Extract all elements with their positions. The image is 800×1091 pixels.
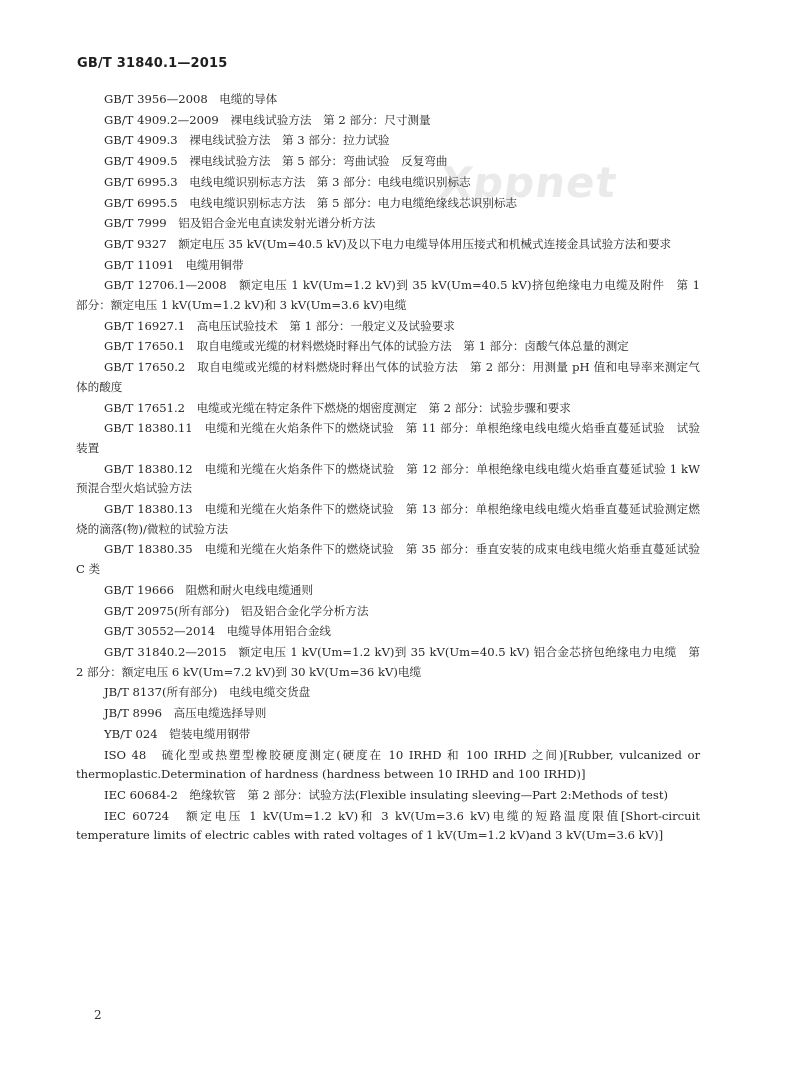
reference-entry: YB/T 024 铠装电缆用钢带 bbox=[104, 726, 251, 741]
reference-entry: GB/T 18380.35 电缆和光缆在火焰条件下的燃烧试验 第 35 部分：垂直安装的成束电线电缆火焰垂直蔓延试验 C 类 bbox=[76, 542, 700, 577]
watermark: Xppnet bbox=[436, 158, 621, 207]
reference-entry: IEC 60684-2 绝缘软管 第 2 部分：试验方法(Flexible insulating sleeving—Part 2:Methods of test) bbox=[104, 787, 669, 802]
reference-entry: GB/T 4909.3 裸电线试验方法 第 3 部分：拉力试验 bbox=[104, 133, 390, 148]
reference-entry: GB/T 7999 铝及铝合金光电直读发射光谱分析方法 bbox=[104, 216, 376, 231]
standard-id-header: GB/T 31840.1—2015 bbox=[77, 56, 228, 71]
reference-entry: GB/T 6995.5 电线电缆识别标志方法 第 5 部分：电力电缆绝缘线芯识别标志 bbox=[104, 195, 518, 210]
normative-references-list bbox=[76, 90, 700, 846]
reference-entry: GB/T 20975(所有部分) 铝及铝合金化学分析方法 bbox=[104, 603, 369, 618]
reference-entry: GB/T 12706.1—2008 额定电压 1 kV(Um=1.2 kV)到 35 kV(Um=40.5 kV)挤包绝缘电力电缆及附件 第 1 部分：额定电压 1 kV(Um=1.2 kV)和 3 kV(Um=3.6 kV)电缆 bbox=[76, 278, 700, 313]
reference-entry: GB/T 31840.2—2015 额定电压 1 kV(Um=1.2 kV)到 35 kV(Um=40.5 kV) 铝合金芯挤包绝缘电力电缆 第 2 部分：额定电压 6 kV(Um=7.2 kV)到 30 kV(Um=36 kV)电缆 bbox=[76, 644, 700, 679]
reference-entry: GB/T 4909.5 裸电线试验方法 第 5 部分：弯曲试验 反复弯曲 bbox=[104, 154, 448, 169]
reference-entry: GB/T 19666 阻燃和耐火电线电缆通则 bbox=[104, 582, 314, 597]
reference-entry: JB/T 8137(所有部分) 电线电缆交货盘 bbox=[104, 685, 311, 700]
reference-entry: GB/T 9327 额定电压 35 kV(Um=40.5 kV)及以下电力电缆导体用压接式和机械式连接金具试验方法和要求 bbox=[104, 236, 672, 251]
reference-entry: GB/T 18380.12 电缆和光缆在火焰条件下的燃烧试验 第 12 部分：单根绝缘电线电缆火焰垂直蔓延试验 1 kW 预混合型火焰试验方法 bbox=[76, 461, 700, 496]
reference-entry: GB/T 18380.13 电缆和光缆在火焰条件下的燃烧试验 第 13 部分：单根绝缘电线电缆火焰垂直蔓延试验测定燃烧的滴落(物)/微粒的试验方法 bbox=[76, 502, 700, 536]
page-number: 2 bbox=[94, 1008, 102, 1022]
reference-entry: IEC 60724 额定电压 1 kV(Um=1.2 kV)和 3 kV(Um=3.6 kV)电缆的短路温度限值[Short-circuit temperature limits of electric cables with rated voltages of 1 kV(Um=1.2 kV)and 3 kV(Um=3.6 kV)] bbox=[76, 808, 700, 843]
reference-entry: GB/T 6995.3 电线电缆识别标志方法 第 3 部分：电线电缆识别标志 bbox=[104, 174, 471, 189]
reference-entry: GB/T 18380.11 电缆和光缆在火焰条件下的燃烧试验 第 11 部分：单根绝缘电线电缆火焰垂直蔓延试验 试验装置 bbox=[76, 421, 700, 455]
reference-entry: GB/T 16927.1 高电压试验技术 第 1 部分：一般定义及试验要求 bbox=[104, 318, 455, 333]
reference-entry: GB/T 17650.2 取自电缆或光缆的材料燃烧时释出气体的试验方法 第 2 部分：用测量 pH 值和电导率来测定气体的酸度 bbox=[76, 360, 700, 394]
reference-entry: GB/T 17651.2 电缆或光缆在特定条件下燃烧的烟密度测定 第 2 部分：试验步骤和要求 bbox=[104, 400, 571, 415]
reference-entry: JB/T 8996 高压电缆选择导则 bbox=[104, 706, 267, 721]
reference-entry: GB/T 30552—2014 电缆导体用铝合金线 bbox=[104, 624, 332, 639]
reference-entry: GB/T 3956—2008 电缆的导体 bbox=[104, 92, 278, 106]
reference-entry: GB/T 4909.2—2009 裸电线试验方法 第 2 部分：尺寸测量 bbox=[104, 112, 431, 127]
reference-entry: ISO 48 硫化型或热塑型橡胶硬度测定(硬度在 10 IRHD 和 100 IRHD 之间)[Rubber, vulcanized or thermoplastic.Determination of hardness (hardness between 10 IRHD and 100 IRHD)] bbox=[76, 747, 700, 782]
reference-entry: GB/T 17650.1 取自电缆或光缆的材料燃烧时释出气体的试验方法 第 1 部分：卤酸气体总量的测定 bbox=[104, 339, 629, 354]
reference-entry: GB/T 11091 电缆用铜带 bbox=[104, 257, 244, 272]
